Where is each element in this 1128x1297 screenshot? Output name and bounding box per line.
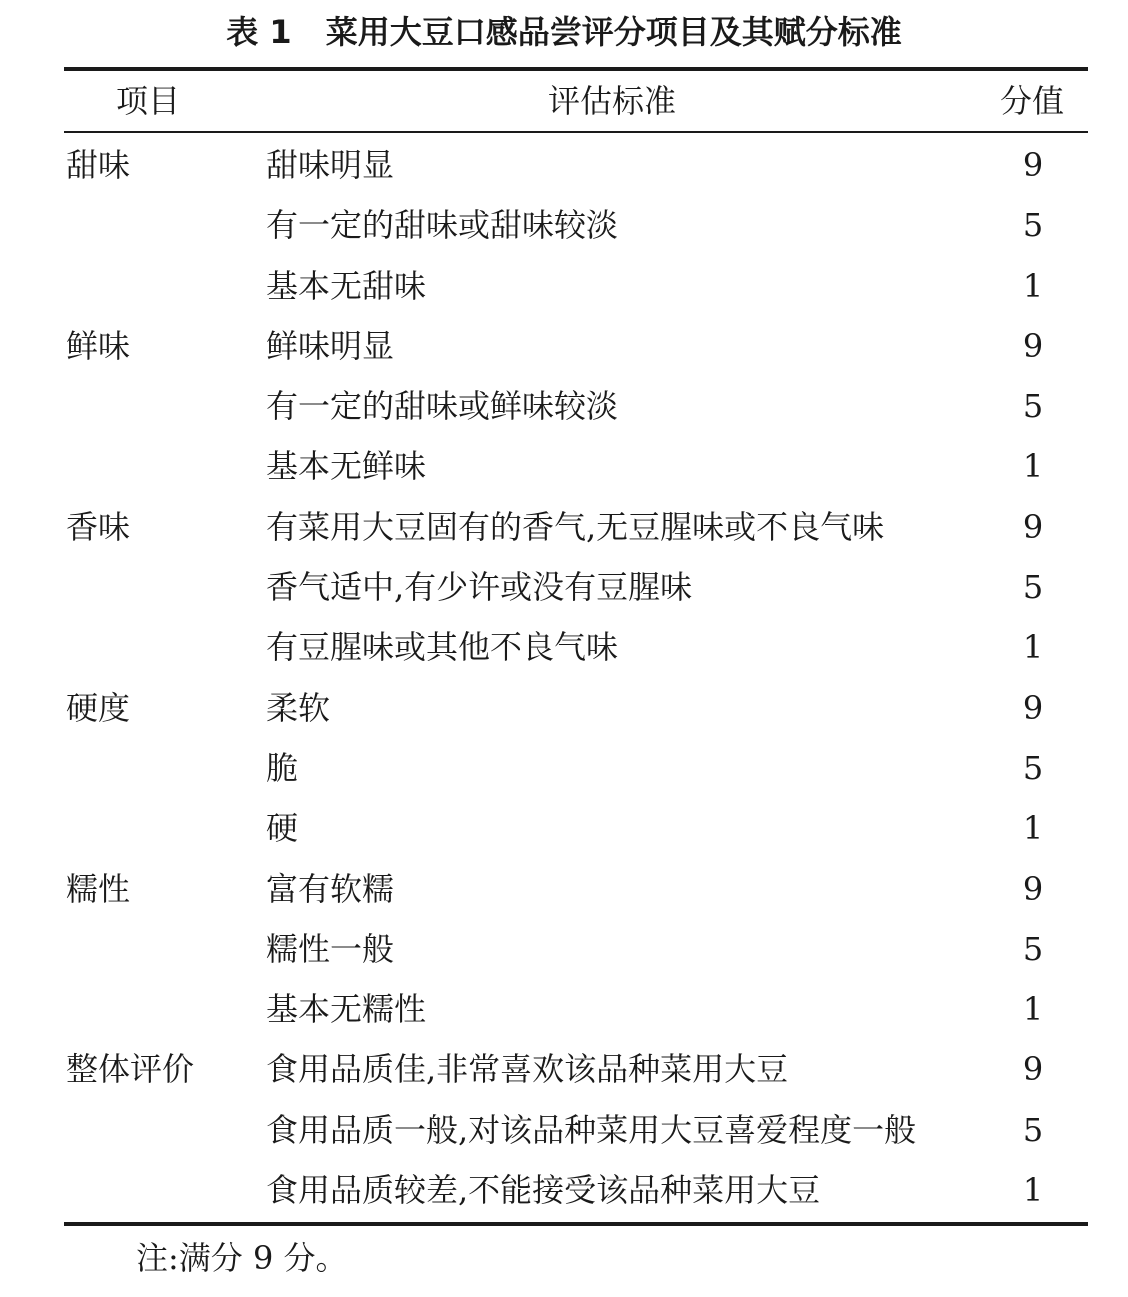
- header-score: 分值: [1000, 82, 1065, 120]
- table-row: [64, 798, 1088, 858]
- scoring-table: [64, 67, 1088, 1226]
- score-cell: 9: [1022, 326, 1044, 365]
- criteria-cell: 有豆腥味或其他不良气味: [266, 628, 619, 667]
- score-cell: 9: [1022, 869, 1044, 908]
- criteria-cell: 食用品质较差,不能接受该品种菜用大豆: [266, 1171, 821, 1210]
- table-row: [64, 376, 1088, 436]
- header-criteria: 评估标准: [547, 82, 676, 120]
- score-cell: 1: [1022, 628, 1044, 667]
- table-row: [64, 678, 1088, 738]
- table-row: [64, 436, 1088, 496]
- table-title: 菜用大豆口感品尝评分项目及其赋分标准: [325, 13, 902, 51]
- criteria-cell: 香气适中,有少许或没有豆腥味: [266, 568, 693, 607]
- item-cell: 甜味: [66, 146, 131, 184]
- item-cell: 整体评价: [66, 1050, 195, 1089]
- table-row: [64, 316, 1088, 376]
- table-row: [64, 979, 1088, 1039]
- table-caption: [0, 8, 1128, 56]
- criteria-cell: 有一定的甜味或鲜味较淡: [266, 387, 619, 426]
- criteria-cell: 基本无糯性: [266, 990, 427, 1029]
- score-cell: 1: [1022, 990, 1044, 1029]
- score-cell: 5: [1022, 568, 1044, 607]
- score-cell: 1: [1022, 447, 1044, 486]
- table-row: [64, 617, 1088, 677]
- table-row: [64, 195, 1088, 255]
- item-cell: 糯性: [66, 869, 131, 908]
- criteria-cell: 脆: [266, 748, 299, 787]
- score-cell: 5: [1022, 387, 1044, 426]
- criteria-cell: 糯性一般: [266, 929, 395, 968]
- score-cell: 9: [1022, 507, 1044, 546]
- table-row: [64, 557, 1088, 617]
- score-cell: 5: [1022, 748, 1044, 787]
- table-row: [64, 256, 1088, 316]
- criteria-cell: 硬: [266, 809, 299, 848]
- item-cell: 硬度: [66, 688, 131, 727]
- table-row: [64, 1160, 1088, 1220]
- item-cell: 鲜味: [66, 326, 131, 365]
- table-bottom-rule: [64, 1222, 1088, 1226]
- table-row: [64, 1100, 1088, 1160]
- criteria-cell: 食用品质佳,非常喜欢该品种菜用大豆: [266, 1050, 789, 1089]
- table-row: [64, 1039, 1088, 1099]
- table-row: [64, 919, 1088, 979]
- score-cell: 1: [1022, 266, 1044, 305]
- criteria-cell: 甜味明显: [266, 146, 395, 184]
- score-cell: 5: [1022, 929, 1044, 968]
- table-row: [64, 738, 1088, 798]
- score-cell: 5: [1022, 1110, 1044, 1149]
- score-cell: 9: [1022, 146, 1044, 184]
- table-number: 表 1: [226, 13, 292, 51]
- header-item: 项目: [116, 82, 181, 120]
- score-cell: 5: [1022, 206, 1044, 245]
- criteria-cell: 基本无鲜味: [266, 447, 427, 486]
- table-row: [64, 859, 1088, 919]
- criteria-cell: 有一定的甜味或甜味较淡: [266, 206, 619, 245]
- score-cell: 1: [1022, 809, 1044, 848]
- table-row: [64, 497, 1088, 557]
- item-cell: 香味: [66, 507, 131, 546]
- table-header-row: [64, 71, 1088, 131]
- criteria-cell: 富有软糯: [266, 869, 395, 908]
- table-body: [64, 133, 1088, 1222]
- criteria-cell: 基本无甜味: [266, 266, 427, 305]
- score-cell: 9: [1022, 688, 1044, 727]
- table-row: [64, 135, 1088, 195]
- table-note: 注:满分 9 分。: [136, 1239, 348, 1277]
- score-cell: 9: [1022, 1050, 1044, 1089]
- criteria-cell: 柔软: [266, 688, 331, 727]
- criteria-cell: 鲜味明显: [266, 326, 395, 365]
- criteria-cell: 食用品质一般,对该品种菜用大豆喜爱程度一般: [266, 1110, 917, 1149]
- score-cell: 1: [1022, 1171, 1044, 1210]
- criteria-cell: 有菜用大豆固有的香气,无豆腥味或不良气味: [266, 507, 885, 546]
